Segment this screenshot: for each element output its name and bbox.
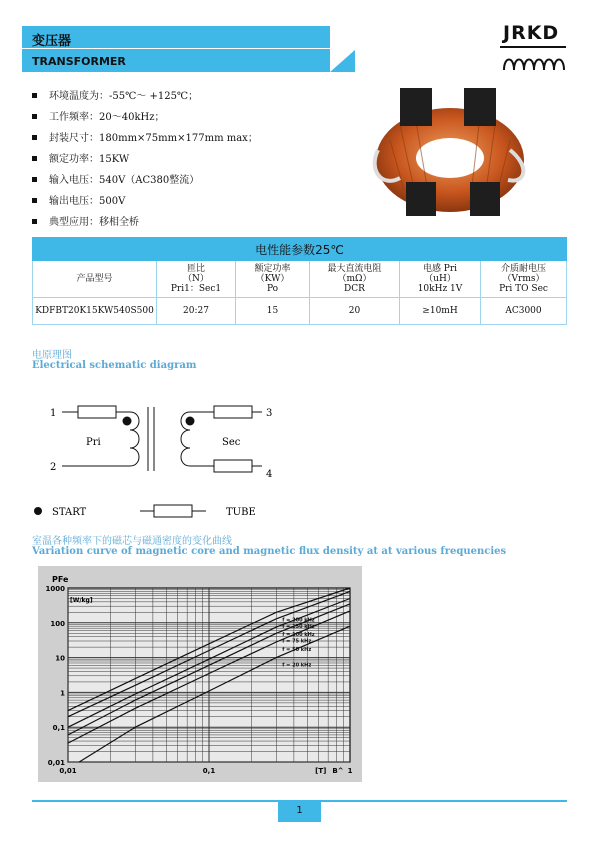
y-tick-label: 10 [55,654,65,663]
spec-item: 输入电压：540V（AC380整流） [32,175,199,187]
pin-1-label: 1 [50,408,57,419]
y-tick-label: 0,1 [52,724,65,733]
cell-dielectric-voltage: AC3000 [481,298,567,325]
start-dot-legend [34,507,42,515]
x-tick-label: 0,01 [59,767,77,775]
page-number: 1 [296,805,303,816]
table-caption: 电性能参数25℃ [33,238,567,261]
cell-model: KDFBT20K15KW540S500 [33,298,157,325]
y-tick-label: 1 [60,689,65,698]
series-label: f = 200 kHz [282,617,315,624]
header-rated-power: 额定功率 （KW） Po [236,261,310,298]
spec-item: 额定功率：15KW [32,154,129,166]
x-tick-label: 1 [347,767,353,775]
legend-tube-label: TUBE [226,507,256,518]
pri-label: Pri [86,437,101,448]
logo-rule [500,46,566,48]
electrical-schematic-diagram [30,395,290,525]
start-dot-primary [123,417,132,426]
table-header-row [33,261,567,298]
curve-title-en: Variation curve of magnetic core and magnetic flux density at at various frequencies [32,546,507,557]
page-title-cn: 变压器 [32,34,72,49]
page-title-en: TRANSFORMER [32,55,126,68]
x-tick-label: 0,1 [202,767,216,775]
pin-4-label: 4 [266,469,273,480]
series-label: f = 50 kHz [282,647,312,654]
bullet-icon [32,135,37,140]
pin-2-label: 2 [50,462,57,473]
y-tick-label: 1000 [45,585,65,593]
legend-start-label: START [52,507,87,518]
header-model: 产品型号 [33,261,157,298]
spec-item: 环境温度为：-55℃～ +125℃； [32,91,198,103]
x-axis-unit: [T] [315,767,327,775]
series-label: f = 100 kHz [282,632,315,639]
x-axis-label: B^ [332,767,344,775]
electrical-parameters-table [32,237,567,325]
cell-dcr: 20 [310,298,400,325]
schematic-title-cn: 电原理图 [32,350,72,361]
header-dielectric-voltage: 介质耐电压 （Vrms） Pri TO Sec [481,261,567,298]
header-turns-ratio: 匝比 （N） Pri1：Sec1 [157,261,236,298]
pin-3-label: 3 [266,408,273,419]
cell-turns-ratio: 20:27 [157,298,236,325]
spec-item: 工作频率：20～40kHz； [32,112,165,124]
series-label: f = 75 kHz [282,638,312,645]
spec-item: 封装尺寸：180mm×75mm×177mm max； [32,133,258,145]
spec-item: 典型应用：移相全桥 [32,217,139,229]
series-label: f = 150 kHz [282,623,315,630]
y-tick-label: 100 [50,619,65,628]
curve-title-cn: 室温各种频率下的磁芯与磁通密度的变化曲线 [32,536,232,547]
core-loss-chart [38,566,362,782]
bullet-icon [32,156,37,161]
bullet-icon [32,198,37,203]
logo-coil-icon [500,50,568,74]
bullet-icon [32,114,37,119]
bullet-icon [32,93,37,98]
cell-inductance: ≥10mH [400,298,481,325]
bullet-icon [32,177,37,182]
transformer-product-image [360,80,540,225]
table-row [33,298,567,325]
spec-item: 输出电压：500V [32,196,125,208]
brand-logo-text: JRKD [503,22,560,44]
start-dot-secondary [186,417,195,426]
header-dcr: 最大直流电阻 （mΩ） DCR [310,261,400,298]
series-label: f = 20 kHz [282,662,312,669]
y-axis-unit: [W/kg] [70,597,93,604]
cell-rated-power: 15 [236,298,310,325]
bullet-icon [32,219,37,224]
y-axis-label: PFe [52,575,69,584]
y-tick-label: 0,01 [47,759,65,767]
schematic-title-en: Electrical schematic diagram [32,360,197,371]
header-banner-notch [330,26,356,72]
sec-label: Sec [222,437,241,448]
header-inductance: 电感 Pri （uH） 10kHz 1V [400,261,481,298]
